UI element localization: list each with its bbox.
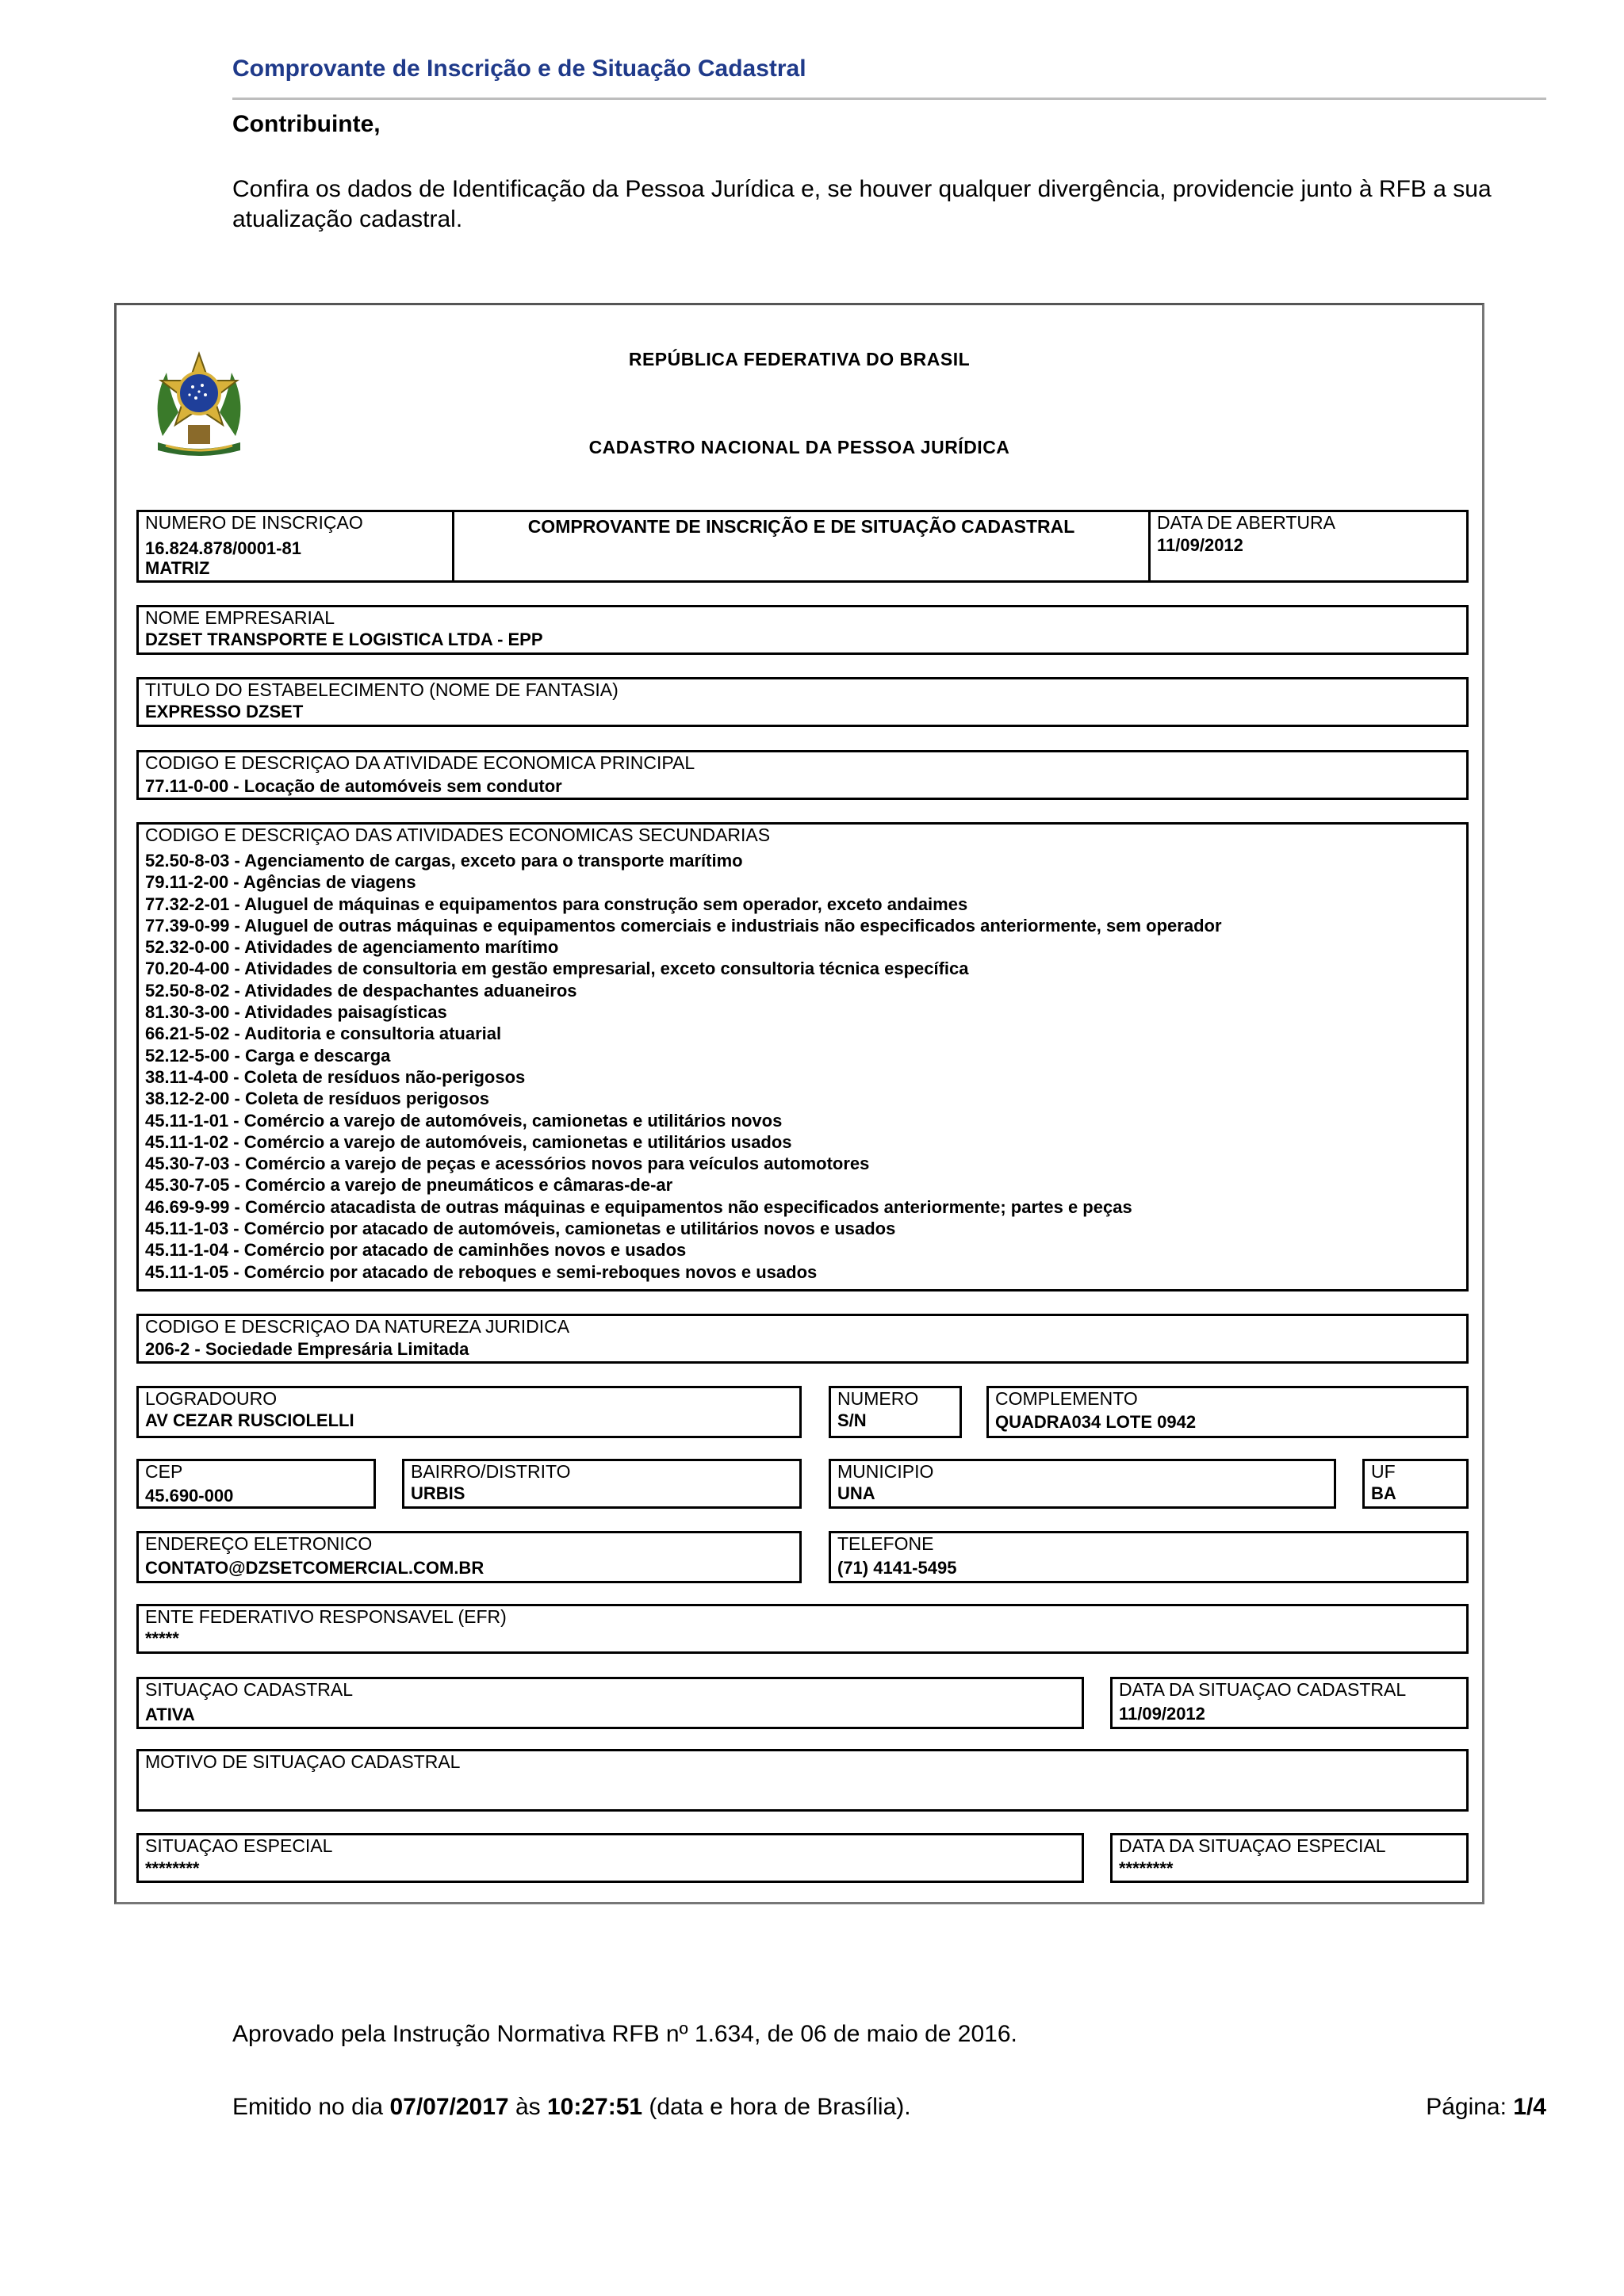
complemento-box	[986, 1386, 1469, 1438]
list-item: 77.39-0-99 - Aluguel de outras máquinas e equipamentos comerciais e industriais não especificados anteriormente, sem operador	[145, 915, 1222, 936]
nome-empresarial-box	[136, 605, 1469, 655]
efr-value: *****	[145, 1628, 179, 1648]
atividade-principal-value: 77.11-0-00 - Locação de automóveis sem condutor	[145, 776, 562, 796]
data-situacao-box	[1110, 1677, 1469, 1729]
cep-value: 45.690-000	[145, 1486, 234, 1506]
situacao-especial-label: SITUAÇAO ESPECIAL	[145, 1835, 333, 1856]
atividades-secundarias-box	[136, 822, 1469, 1292]
titulo-box	[136, 677, 1469, 727]
efr-label: ENTE FEDERATIVO RESPONSAVEL (EFR)	[145, 1606, 507, 1627]
numero-box	[829, 1386, 962, 1438]
emission-line	[232, 2094, 911, 2121]
page-label: Página:	[1426, 2094, 1507, 2120]
nome-empresarial-label: NOME EMPRESARIAL	[145, 607, 335, 628]
complemento-value: QUADRA034 LOTE 0942	[995, 1412, 1197, 1432]
data-situacao-value: 11/09/2012	[1119, 1704, 1205, 1724]
data-especial-box	[1110, 1833, 1469, 1883]
list-item: 79.11-2-00 - Agências de viagens	[145, 872, 416, 893]
numero-label: NUMERO	[837, 1388, 919, 1409]
comprovante-title-box	[452, 510, 1151, 583]
situacao-especial-box	[136, 1833, 1084, 1883]
list-item: 38.12-2-00 - Coleta de resíduos perigosos	[145, 1089, 490, 1109]
logradouro-label: LOGRADOURO	[145, 1388, 278, 1409]
titulo-label: TITULO DO ESTABELECIMENTO (NOME DE FANTASIA)	[145, 679, 619, 700]
telefone-label: TELEFONE	[837, 1533, 934, 1554]
municipio-value: UNA	[837, 1483, 875, 1503]
natureza-juridica-box	[136, 1314, 1469, 1364]
list-item: 46.69-9-99 - Comércio atacadista de outras máquinas e equipamentos não especificados anteriormente; partes e peças	[145, 1196, 1132, 1217]
abertura-box	[1148, 510, 1469, 583]
bairro-label: BAIRRO/DISTRITO	[411, 1461, 571, 1482]
situacao-cadastral-label: SITUAÇAO CADASTRAL	[145, 1679, 353, 1700]
atividade-principal-label: CODIGO E DESCRIÇAO DA ATIVIDADE ECONOMICA PRINCIPAL	[145, 752, 695, 773]
data-especial-label: DATA DA SITUAÇAO ESPECIAL	[1119, 1835, 1386, 1856]
list-item: 81.30-3-00 - Atividades paisagísticas	[145, 1002, 447, 1023]
page-indicator	[1426, 2094, 1546, 2121]
list-item: 38.11-4-00 - Coleta de resíduos não-perigosos	[145, 1066, 526, 1087]
uf-label: UF	[1371, 1461, 1396, 1482]
motivo-label: MOTIVO DE SITUAÇAO CADASTRAL	[145, 1751, 461, 1772]
efr-box	[136, 1604, 1469, 1654]
list-item: 52.12-5-00 - Carga e descarga	[145, 1045, 391, 1066]
atividades-secundarias-list	[145, 850, 1222, 1283]
atividades-secundarias-label: CODIGO E DESCRIÇAO DAS ATIVIDADES ECONOMICAS SECUNDARIAS	[145, 825, 771, 845]
list-item: 45.11-1-01 - Comércio a varejo de automóveis, camionetas e utilitários novos	[145, 1110, 783, 1131]
bairro-value: URBIS	[411, 1483, 465, 1503]
greeting: Contribuinte,	[232, 111, 381, 137]
uf-value: BA	[1371, 1483, 1396, 1503]
list-item: 45.11-1-04 - Comércio por atacado de caminhões novos e usados	[145, 1240, 687, 1261]
registry-header: CADASTRO NACIONAL DA PESSOA JURÍDICA	[588, 437, 1010, 457]
emission-prefix: Emitido no dia	[232, 2094, 384, 2120]
inscricao-type: MATRIZ	[145, 558, 210, 578]
emission-date: 07/07/2017	[389, 2094, 509, 2120]
inscricao-value: 16.824.878/0001-81	[145, 538, 301, 558]
list-item: 66.21-5-02 - Auditoria e consultoria atuarial	[145, 1024, 502, 1044]
list-item: 77.32-2-01 - Aluguel de máquinas e equipamentos para construção sem operador, exceto andaimes	[145, 894, 968, 914]
logradouro-box	[136, 1386, 802, 1438]
title-divider	[232, 98, 1546, 100]
republic-header: REPÚBLICA FEDERATIVA DO BRASIL	[628, 349, 971, 369]
email-value: CONTATO@DZSETCOMERCIAL.COM.BR	[145, 1558, 485, 1578]
list-item: 45.30-7-05 - Comércio a varejo de pneumáticos e câmaras-de-ar	[145, 1175, 673, 1196]
telefone-value: (71) 4141-5495	[837, 1558, 957, 1578]
approval-note: Aprovado pela Instrução Normativa RFB nº 1.634, de 06 de maio de 2016.	[232, 2021, 1017, 2047]
nome-empresarial-value: DZSET TRANSPORTE E LOGISTICA LTDA - EPP	[145, 629, 543, 649]
intro-paragraph: Confira os dados de Identificação da Pessoa Jurídica e, se houver qualquer divergência, providencie junto à RFB a sua atualização cadastral.	[232, 176, 1492, 232]
numero-value: S/N	[837, 1410, 867, 1430]
motivo-box	[136, 1749, 1469, 1812]
data-situacao-label: DATA DA SITUAÇAO CADASTRAL	[1119, 1679, 1407, 1700]
list-item: 70.20-4-00 - Atividades de consultoria em gestão empresarial, exceto consultoria técnica específica	[145, 959, 969, 979]
page-title: Comprovante de Inscrição e de Situação Cadastral	[232, 55, 806, 82]
uf-box	[1362, 1459, 1469, 1509]
inscricao-label: NUMERO DE INSCRIÇAO	[145, 512, 363, 533]
natureza-juridica-value: 206-2 - Sociedade Empresária Limitada	[145, 1339, 469, 1359]
cep-label: CEP	[145, 1461, 183, 1482]
situacao-especial-value: ********	[145, 1858, 200, 1878]
emission-at: às	[515, 2094, 541, 2120]
emission-time: 10:27:51	[546, 2094, 643, 2120]
list-item: 45.11-1-03 - Comércio por atacado de automóveis, camionetas e utilitários novos e usados	[145, 1219, 896, 1239]
list-item: 45.11-1-02 - Comércio a varejo de automóveis, camionetas e utilitários usados	[145, 1131, 792, 1152]
situacao-cadastral-value: ATIVA	[145, 1705, 195, 1724]
cep-box	[136, 1459, 376, 1509]
abertura-value: 11/09/2012	[1157, 535, 1243, 555]
email-label: ENDEREÇO ELETRONICO	[145, 1533, 373, 1554]
atividade-principal-box	[136, 750, 1469, 800]
municipio-box	[829, 1459, 1336, 1509]
data-especial-value: ********	[1119, 1858, 1174, 1878]
list-item: 52.50-8-02 - Atividades de despachantes aduaneiros	[145, 980, 577, 1001]
inscricao-box	[136, 510, 454, 583]
list-item: 52.32-0-00 - Atividades de agenciamento marítimo	[145, 937, 559, 958]
list-item: 45.30-7-03 - Comércio a varejo de peças e acessórios novos para veículos automotores	[145, 1154, 870, 1174]
telefone-box	[829, 1531, 1469, 1583]
municipio-label: MUNICIPIO	[837, 1461, 934, 1482]
titulo-value: EXPRESSO DZSET	[145, 702, 304, 721]
email-box	[136, 1531, 802, 1583]
situacao-cadastral-box	[136, 1677, 1084, 1729]
page-value: 1/4	[1513, 2094, 1546, 2120]
abertura-label: DATA DE ABERTURA	[1157, 512, 1335, 533]
bairro-box	[402, 1459, 802, 1509]
list-item: 52.50-8-03 - Agenciamento de cargas, exceto para o transporte marítimo	[145, 851, 743, 871]
comprovante-title: COMPROVANTE DE INSCRIÇÃO E DE SITUAÇÃO CADASTRAL	[527, 516, 1075, 537]
emission-suffix: (data e hora de Brasília).	[649, 2094, 911, 2120]
list-item: 45.11-1-05 - Comércio por atacado de reboques e semi-reboques novos e usados	[145, 1261, 818, 1282]
logradouro-value: AV CEZAR RUSCIOLELLI	[145, 1410, 354, 1430]
natureza-juridica-label: CODIGO E DESCRIÇAO DA NATUREZA JURIDICA	[145, 1316, 570, 1337]
complemento-label: COMPLEMENTO	[995, 1388, 1138, 1409]
